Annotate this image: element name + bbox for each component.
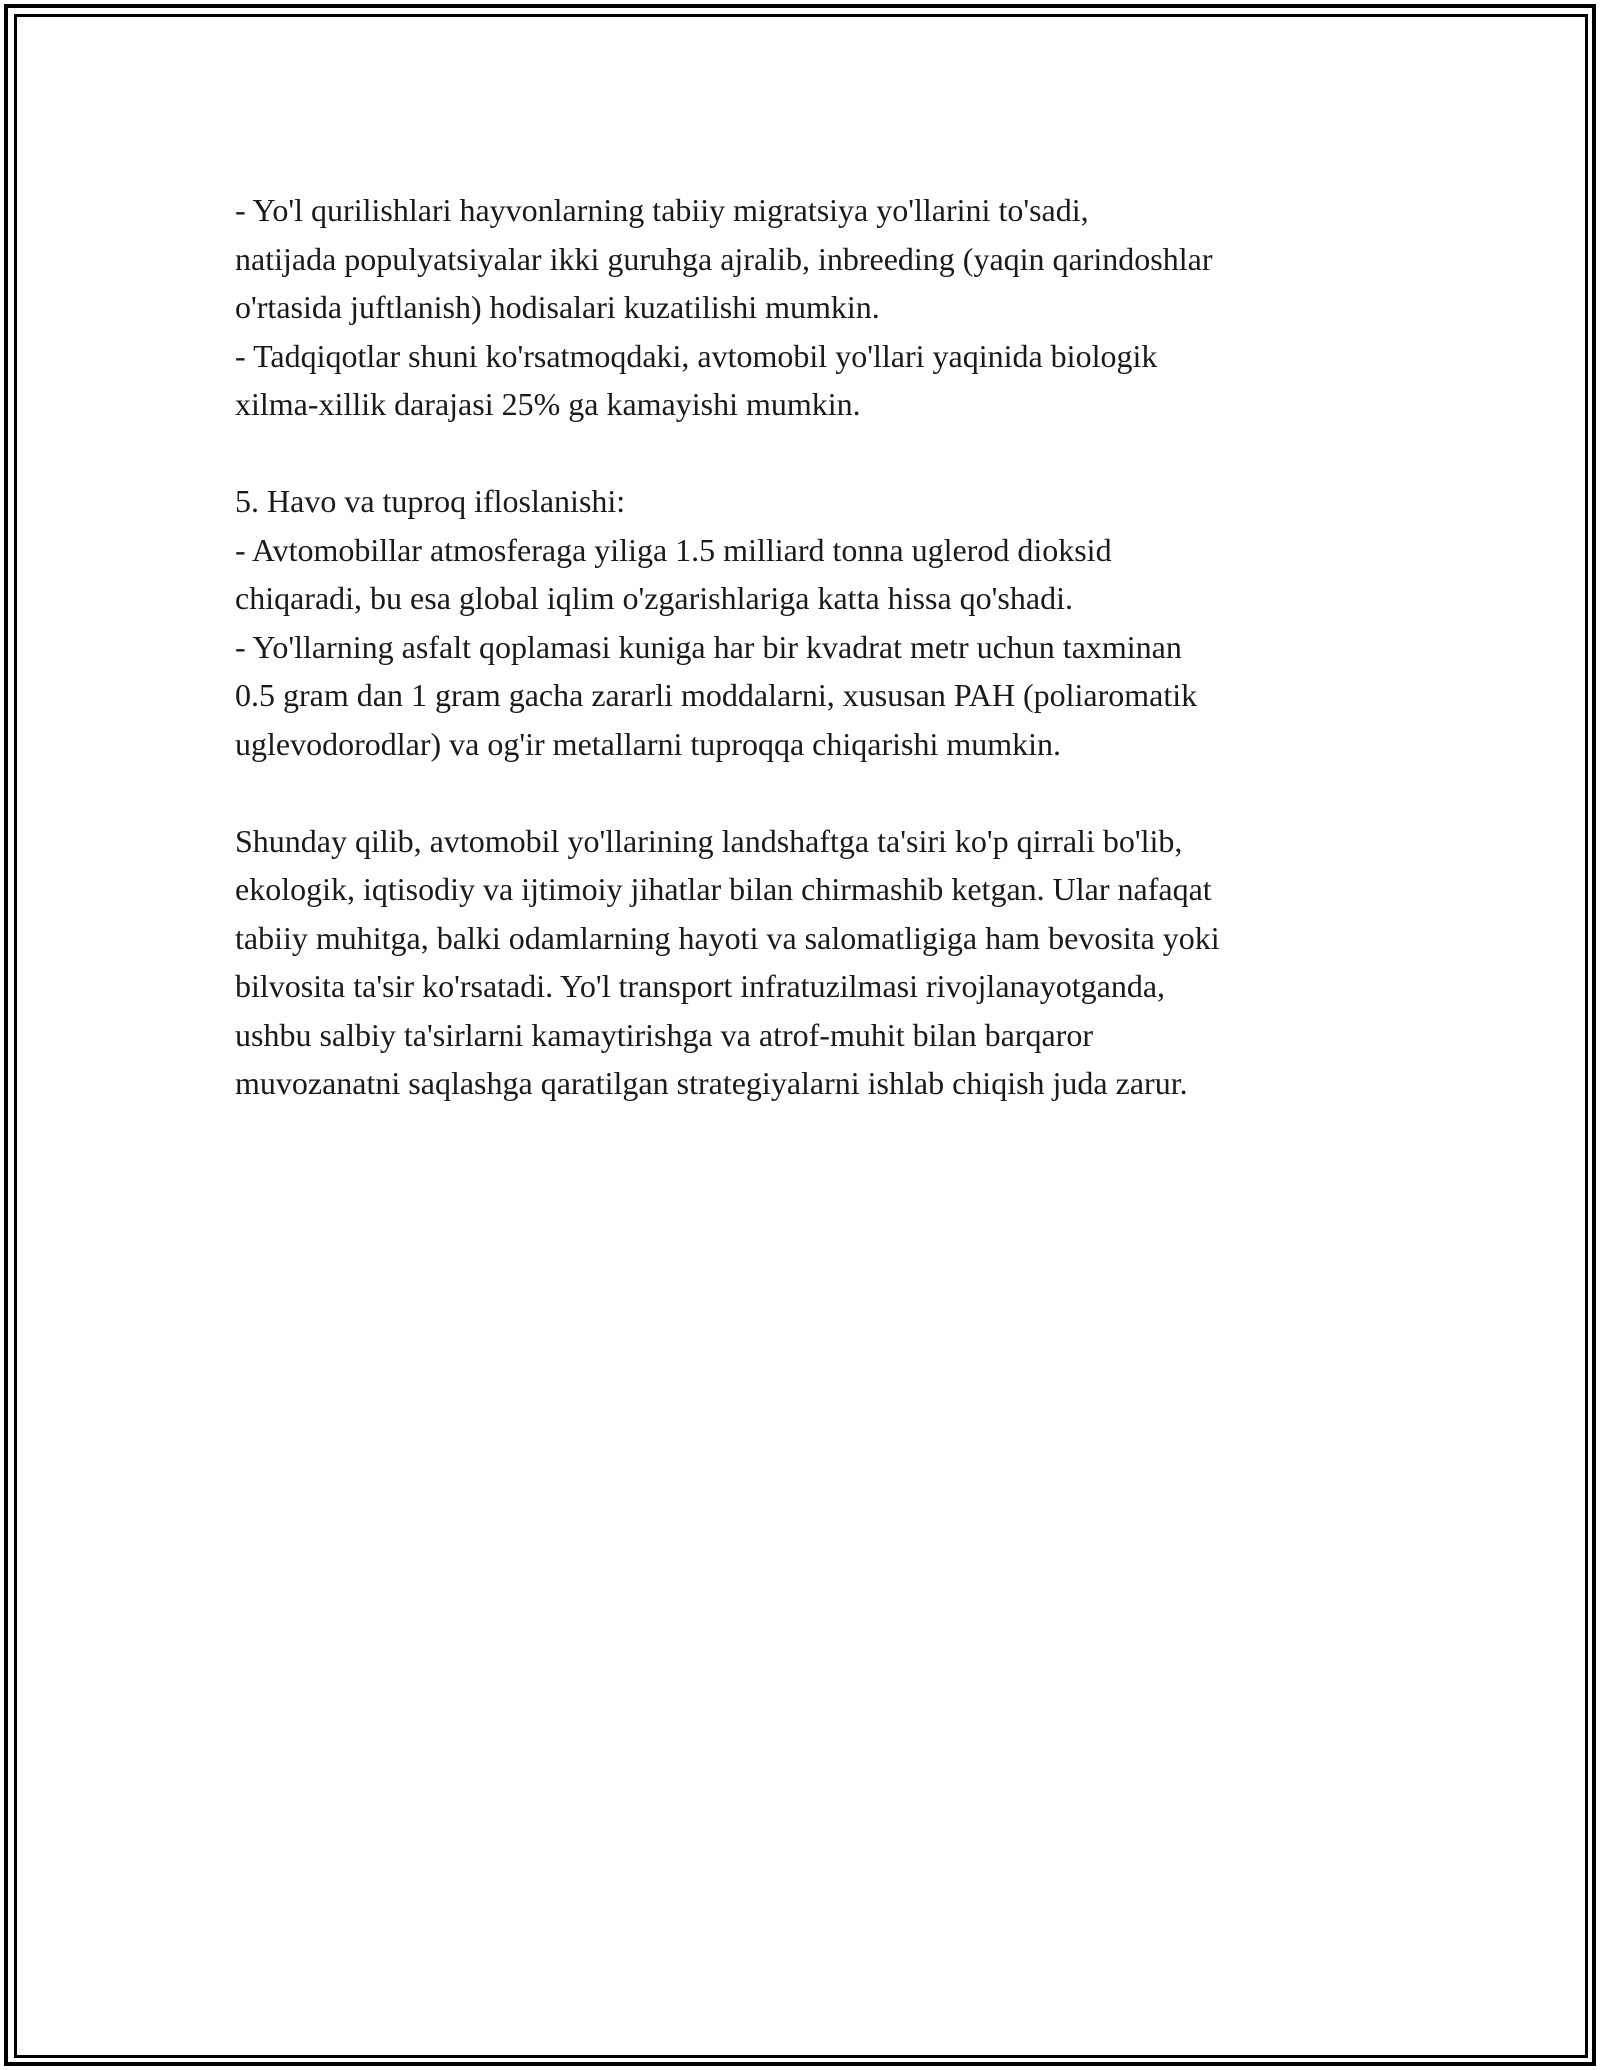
document-body	[235, 186, 1395, 1108]
paragraph-biodiversity-impacts: - Yo'l qurilishlari hayvonlarning tabiiy migratsiya yo'llarini to'sadi, natijada populyatsiyalar ikki guruhga ajralib, inbreeding (yaqin qarindoshlar o'rtasida juftlanish) hodisalari kuzatilishi mumkin. - Tadqiqotlar shuni ko'rsatmoqdaki, avtomobil yo'llari yaqinida biologik xilma-xillik darajasi 25% ga kamayishi mumkin.	[235, 192, 1213, 422]
paragraph-conclusion: Shunday qilib, avtomobil yo'llarining landshaftga ta'siri ko'p qirrali bo'lib, ekologik, iqtisodiy va ijtimoiy jihatlar bilan chirmashib ketgan. Ular nafaqat tabiiy muhitga, balki odamlarning hayoti va salomatligiga ham bevosita yoki bilvosita ta'sir ko'rsatadi. Yo'l transport infratuzilmasi rivojlanayotganda, ushbu salbiy ta'sirlarni kamaytirishga va atrof-muhit bilan barqaror muvozanatni saqlashga qaratilgan strategiyalarni ishlab chiqish juda zarur.	[235, 822, 1220, 1101]
paragraph-air-soil-pollution: 5. Havo va tuproq ifloslanishi: - Avtomobillar atmosferaga yiliga 1.5 milliard tonna uglerod dioksid chiqaradi, bu esa global iqlim o'zgarishlariga katta hissa qo'shadi. - Yo'llarning asfalt qoplamasi kuniga har bir kvadrat metr uchun taxminan 0.5 gram dan 1 gram gacha zararli moddalarni, xususan PAH (poliaromatik uglevodorodlar) va og'ir metallarni tuproqqa chiqarishi mumkin.	[235, 483, 1198, 762]
